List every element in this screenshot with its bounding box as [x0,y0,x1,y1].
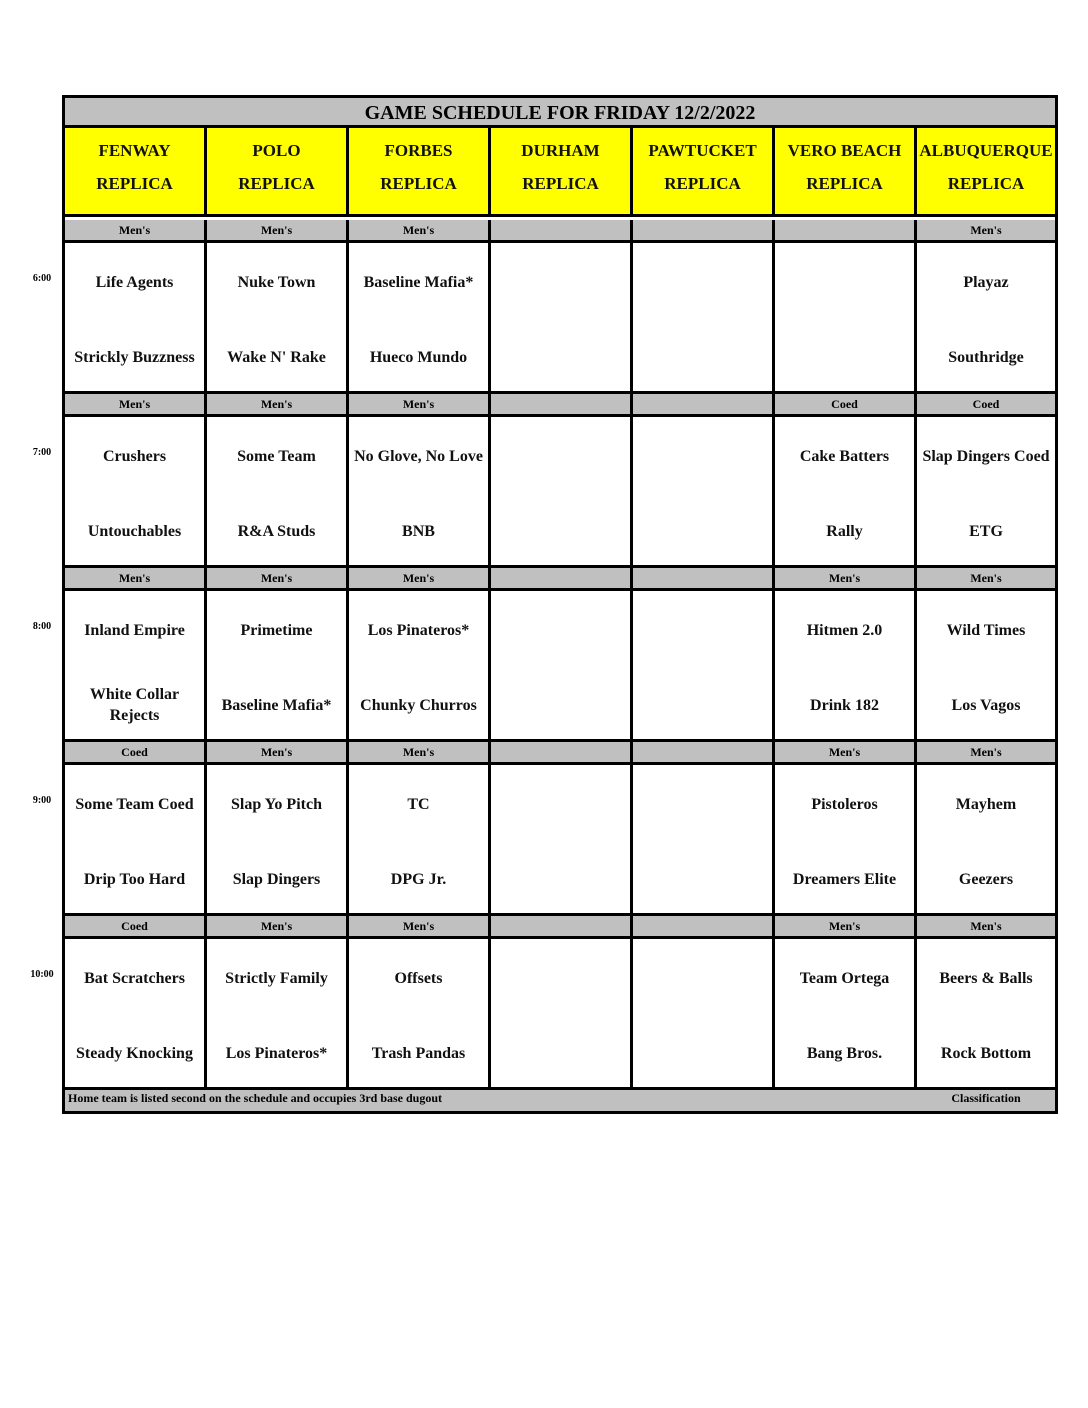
home-team: Strickly Buzzness [74,348,195,366]
game-cell [349,243,491,394]
visiting-team: Life Agents [95,273,174,291]
visiting-team [635,434,770,478]
home-team: Los Vagos [951,696,1021,714]
home-team: Bang Bros. [806,1044,883,1062]
visiting-team: Slap Yo Pitch [231,795,322,813]
home-team: Drink 182 [810,696,879,714]
home-team: Rally [826,522,863,540]
visiting-team [493,608,628,652]
game-cell [917,939,1055,1090]
visiting-team: Strictly Family [225,969,328,987]
visiting-team [635,260,770,304]
field-subtitle: REPLICA [947,174,1025,193]
home-team: White Collar Rejects [89,686,180,724]
field-subtitle: REPLICA [522,174,599,193]
classification-cell [491,742,633,765]
home-team [635,1031,770,1075]
home-team [635,509,770,553]
classification-cell [633,742,775,765]
visiting-team [493,434,628,478]
game-cell [633,243,775,394]
game-cell [349,765,491,916]
game-cell [207,417,349,568]
visiting-team: Pistoleros [811,795,878,813]
home-team: Dreamers Elite [792,870,897,888]
classification-cell: Coed [65,916,207,939]
classification-cell: Men's [349,742,491,765]
classification-cell [633,916,775,939]
home-team: DPG Jr. [390,870,447,888]
game-cell [207,243,349,394]
field-subtitle: REPLICA [806,174,883,193]
classification-cell: Men's [349,220,491,243]
classification-cell: Men's [65,394,207,417]
home-team: Steady Knocking [76,1044,193,1062]
game-cell [775,417,917,568]
home-team [493,509,628,553]
classification-cell: Men's [65,220,207,243]
visiting-team [777,260,912,304]
field-header-0 [65,128,207,217]
time-slot-label: 7:00 [32,447,52,458]
footer-note: Home team is listed second on the schedule and occupies 3rd base dugout [68,1091,443,1105]
game-cell [207,591,349,742]
classification-cell [491,394,633,417]
classification-cell: Coed [917,394,1055,417]
game-cell [775,939,917,1090]
visiting-team: Some Team Coed [75,795,194,813]
visiting-team: Primetime [240,621,313,639]
game-cell [65,243,207,394]
home-team: Chunky Churros [360,696,477,714]
home-team: BNB [402,522,435,540]
game-cell [491,765,633,916]
visiting-team: Playaz [963,273,1009,291]
game-cell [633,765,775,916]
visiting-team [635,956,770,1000]
home-team: Rock Bottom [940,1044,1032,1062]
time-slot-label: 6:00 [32,273,52,284]
classification-cell: Coed [65,742,207,765]
game-cell [349,417,491,568]
field-header-5 [775,128,917,217]
visiting-team: Inland Empire [84,621,185,639]
home-team [635,335,770,379]
field-name: DURHAM [521,141,600,160]
game-cell [65,417,207,568]
game-cell [917,591,1055,742]
classification-cell: Men's [917,742,1055,765]
visiting-team [493,782,628,826]
visiting-team: Offsets [394,969,443,987]
game-cell [207,765,349,916]
visiting-team [635,782,770,826]
game-cell [775,591,917,742]
classification-cell [633,568,775,591]
classification-cell: Men's [775,916,917,939]
classification-cell: Men's [775,742,917,765]
game-cell [207,939,349,1090]
home-team: ETG [969,522,1003,540]
home-team [493,335,628,379]
classification-cell [491,220,633,243]
classification-cell: Men's [349,568,491,591]
classification-cell: Men's [917,220,1055,243]
visiting-team: Beers & Balls [939,969,1033,987]
field-name: ALBUQUERQUE [919,141,1053,160]
home-team [635,683,770,727]
classification-cell: Men's [349,916,491,939]
game-cell [491,591,633,742]
classification-cell [491,916,633,939]
time-slot-label: 10:00 [30,969,54,980]
classification-cell [491,568,633,591]
home-team: Los Pinateros* [225,1044,328,1062]
classification-cell: Men's [65,568,207,591]
field-name: POLO [252,141,301,160]
field-header-3 [491,128,633,217]
classification-cell: Men's [207,394,349,417]
home-team: Southridge [948,348,1024,366]
game-cell [633,417,775,568]
visiting-team [493,260,628,304]
game-cell [633,939,775,1090]
home-team [635,857,770,901]
field-name: VERO BEACH [787,141,902,160]
visiting-team: Wild Times [946,621,1026,639]
home-team: Slap Dingers [232,870,321,888]
home-team: R&A Studs [237,522,316,540]
time-slot-label: 8:00 [32,621,52,632]
visiting-team: Some Team [237,447,316,465]
game-cell [917,417,1055,568]
visiting-team: Bat Scratchers [84,969,185,987]
game-cell [917,243,1055,394]
classification-cell [633,220,775,243]
home-team: Wake N' Rake [227,348,326,366]
visiting-team: Mayhem [955,795,1017,813]
time-slot-label: 9:00 [32,795,52,806]
classification-cell: Men's [917,568,1055,591]
field-subtitle: REPLICA [664,174,741,193]
home-team [493,857,628,901]
classification-cell: Men's [207,568,349,591]
classification-cell [775,220,917,243]
home-team: Geezers [958,870,1014,888]
classification-cell: Men's [349,394,491,417]
classification-cell: Men's [207,220,349,243]
classification-cell: Coed [775,394,917,417]
visiting-team [635,608,770,652]
home-team [493,1031,628,1075]
home-team [777,335,912,379]
game-cell [65,591,207,742]
classification-cell: Men's [917,916,1055,939]
field-header-1 [207,128,349,217]
game-cell [65,939,207,1090]
home-team: Untouchables [87,522,182,540]
visiting-team: No Glove, No Love [354,447,483,465]
game-cell [491,243,633,394]
field-header-2 [349,128,491,217]
home-team: Baseline Mafia* [221,696,332,714]
visiting-team: Team Ortega [799,969,890,987]
game-cell [491,939,633,1090]
game-cell [917,765,1055,916]
classification-cell: Men's [207,916,349,939]
home-team: Drip Too Hard [83,870,186,888]
field-subtitle: REPLICA [96,174,173,193]
field-header-4 [633,128,775,217]
field-name: FENWAY [98,141,171,160]
visiting-team: Slap Dingers Coed [922,447,1050,465]
visiting-team: Crushers [102,447,167,465]
home-team [493,683,628,727]
home-team: Hueco Mundo [369,348,468,366]
visiting-team: Nuke Town [237,273,316,291]
visiting-team [493,956,628,1000]
classification-cell: Men's [775,568,917,591]
field-subtitle: REPLICA [380,174,457,193]
visiting-team: Cake Batters [799,447,890,465]
page-title: GAME SCHEDULE FOR FRIDAY 12/2/2022 [65,98,1055,128]
field-header-6 [917,128,1055,217]
field-name: PAWTUCKET [648,141,757,160]
visiting-team: Baseline Mafia* [363,273,474,291]
classification-cell: Men's [207,742,349,765]
classification-legend: Classification [951,1091,1021,1105]
field-name: FORBES [384,141,453,160]
visiting-team: Hitmen 2.0 [806,621,883,639]
visiting-team: Los Pinateros* [367,621,470,639]
game-cell [775,243,917,394]
game-cell [349,939,491,1090]
visiting-team: TC [407,795,430,813]
game-cell [491,417,633,568]
home-team: Trash Pandas [371,1044,466,1062]
game-cell [65,765,207,916]
schedule-sheet [62,95,1058,1114]
game-cell [349,591,491,742]
game-cell [775,765,917,916]
field-subtitle: REPLICA [238,174,315,193]
game-cell [633,591,775,742]
classification-cell [633,394,775,417]
